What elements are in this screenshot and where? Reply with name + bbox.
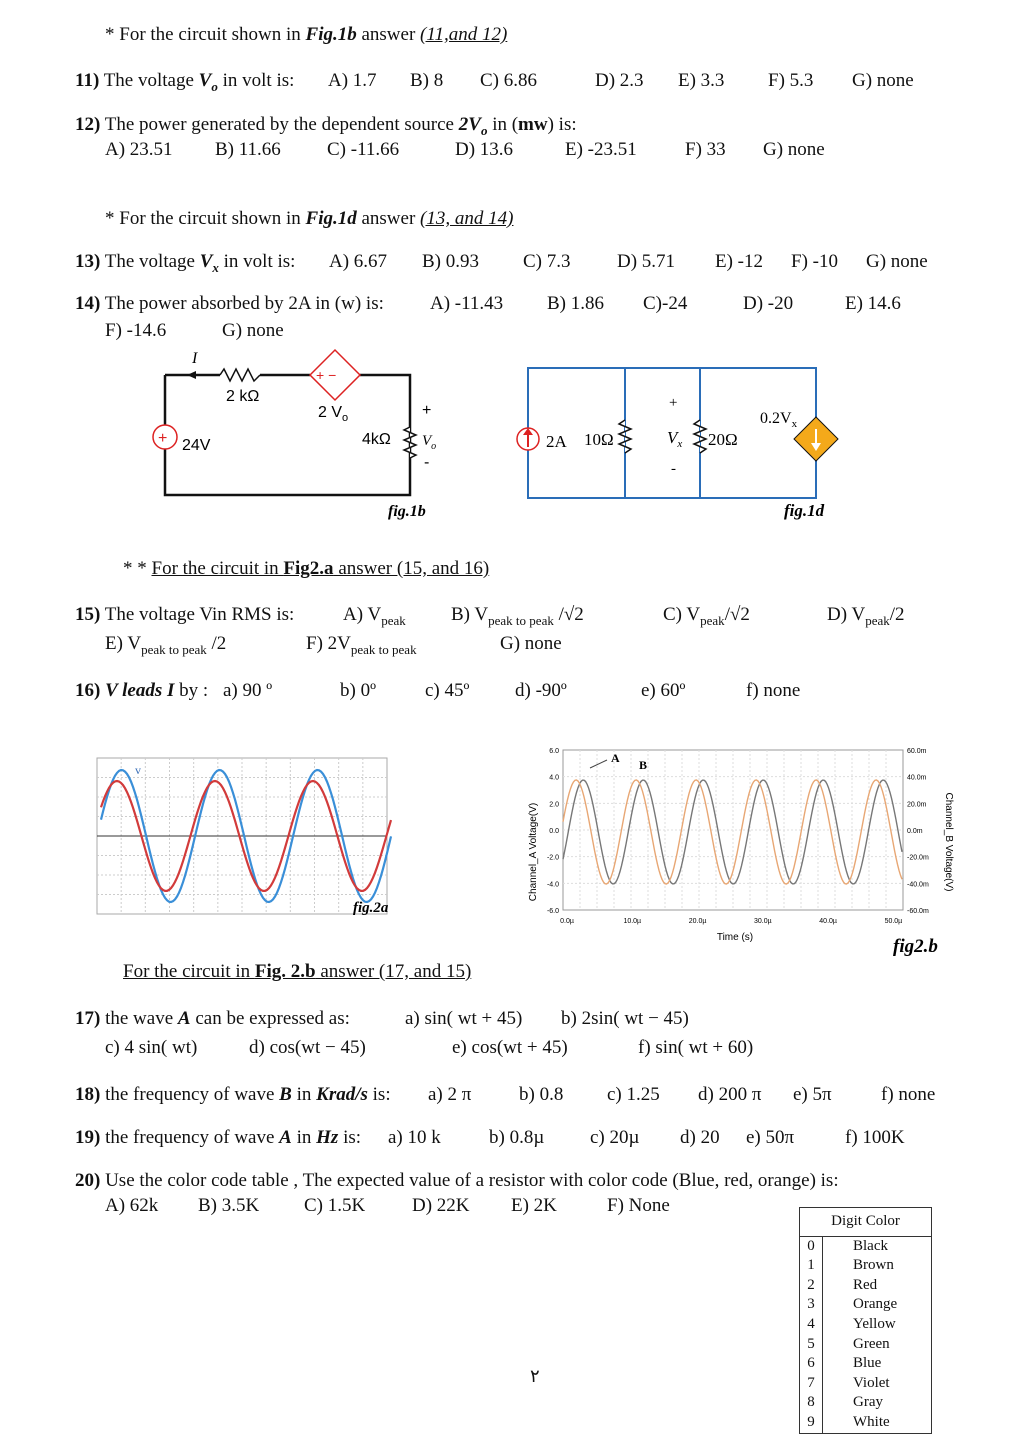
vo-minus: - xyxy=(424,454,430,471)
option[interactable]: b) 0º xyxy=(340,680,376,701)
option[interactable]: F) -14.6 xyxy=(105,320,167,341)
option[interactable]: d) cos(wt − 45) xyxy=(249,1037,366,1058)
question-18 xyxy=(75,1084,975,1108)
right-axis-tick: 20.0m xyxy=(907,801,927,809)
digit-cell: 3 xyxy=(800,1295,823,1315)
option[interactable]: f) none xyxy=(881,1084,936,1105)
x-axis-tick: 50.0µ xyxy=(884,918,903,925)
option[interactable]: D) -20 xyxy=(743,293,794,314)
option[interactable]: A) $V_{peak}$ xyxy=(343,604,406,628)
left-axis-tick: -6.0 xyxy=(546,908,559,915)
digit-cell: 8 xyxy=(800,1393,823,1413)
current-label: I xyxy=(192,350,198,367)
left-axis-tick: 6.0 xyxy=(549,748,559,755)
table-row xyxy=(800,1354,932,1374)
option[interactable]: e) 5π xyxy=(793,1084,832,1105)
question-14 xyxy=(75,293,975,343)
left-axis-tick: -2.0 xyxy=(546,854,559,862)
question-range: (11,and 12) xyxy=(420,24,508,45)
v-label: v xyxy=(135,763,141,777)
right-axis-tick: -20.0m xyxy=(907,854,929,862)
digit-cell: 1 xyxy=(800,1256,823,1276)
digit-cell: 0 xyxy=(800,1236,823,1256)
option[interactable]: G) none xyxy=(866,251,928,272)
question-19 xyxy=(75,1127,975,1151)
option[interactable]: B) 0.93 xyxy=(422,251,479,272)
x-axis-tick: 30.0µ xyxy=(754,918,772,925)
x-axis-tick: 20.0µ xyxy=(688,918,707,925)
circuit-fig-1b xyxy=(130,345,460,525)
heading-text: answer xyxy=(356,24,421,45)
grid xyxy=(563,750,903,910)
vx-plus: + xyxy=(669,395,678,411)
option[interactable]: e) cos(wt + 45) xyxy=(452,1037,568,1058)
x-axis-tick: 10.0µ xyxy=(623,918,642,925)
option[interactable]: a) sin( wt + 45) xyxy=(405,1008,523,1029)
option[interactable]: A) -11.43 xyxy=(430,293,504,314)
option[interactable]: G) none xyxy=(763,139,825,160)
vx-minus: - xyxy=(671,461,676,477)
wave-b-label: B xyxy=(639,758,648,772)
section-heading-fig2a xyxy=(123,558,489,580)
option[interactable]: D) 2.3 xyxy=(595,70,644,91)
left-axis-tick: -4.0 xyxy=(546,881,559,889)
option[interactable]: d) 20 xyxy=(680,1127,720,1148)
option[interactable]: E) $V_{peak to peak}$ /2 xyxy=(105,633,227,657)
question-stem: 12) The power generated by the dependent source $2V_o$ in (mw) is: xyxy=(75,114,577,138)
question-15 xyxy=(75,604,975,656)
heading-star: * * xyxy=(123,558,152,579)
question-12 xyxy=(75,114,975,164)
wave-a-label: A xyxy=(611,751,620,765)
color-cell: Yellow xyxy=(823,1315,932,1335)
dep-source-label: 2 $V_o$ xyxy=(318,404,349,424)
right-axis-tick: -60.0m xyxy=(907,908,929,915)
option[interactable]: e) 50π xyxy=(746,1127,795,1148)
option[interactable]: G) none xyxy=(500,633,562,654)
source-sign: + xyxy=(158,430,168,447)
option[interactable]: b) 0.8 xyxy=(519,1084,564,1105)
option[interactable]: F) 33 xyxy=(685,139,726,160)
color-code-table xyxy=(799,1207,932,1434)
option[interactable]: a) 10 k xyxy=(388,1127,441,1148)
table-row xyxy=(800,1393,932,1413)
option[interactable]: F) -10 xyxy=(791,251,838,272)
option[interactable]: c) 20µ xyxy=(590,1127,640,1148)
circuit-fig-1d xyxy=(510,355,850,530)
option[interactable]: C) $V_{peak}/√2$ xyxy=(663,604,750,628)
heading-text: answer (17, and 15) xyxy=(315,961,472,982)
section-heading-fig1b xyxy=(105,24,507,46)
heading-text: answer xyxy=(356,208,421,229)
option[interactable]: E) 3.3 xyxy=(678,70,725,91)
question-stem: 16) V leads I by : xyxy=(75,680,209,701)
option[interactable]: C)-24 xyxy=(643,293,688,314)
waveform-fig-2a xyxy=(95,752,455,917)
figure-ref: Fig. 2.b xyxy=(254,961,316,982)
right-axis-tick: 0.0m xyxy=(907,828,923,835)
heading-text: For the circuit in xyxy=(123,961,255,982)
color-cell: Red xyxy=(823,1276,932,1296)
x-axis-label: Time (s) xyxy=(716,932,754,943)
table-row xyxy=(800,1295,932,1315)
option[interactable]: D) 5.71 xyxy=(617,251,676,272)
question-13 xyxy=(75,251,975,275)
option[interactable]: a) 90 º xyxy=(223,680,273,701)
figure-ref: Fig.1b xyxy=(305,24,357,45)
resistor-20-icon xyxy=(694,420,706,453)
option[interactable]: C) 1.5K xyxy=(304,1195,366,1216)
table-row xyxy=(800,1276,932,1296)
option[interactable]: E) -12 xyxy=(715,251,764,272)
section-heading-fig1d xyxy=(105,208,513,230)
color-cell: Green xyxy=(823,1335,932,1355)
question-16 xyxy=(75,680,975,704)
option[interactable]: C) 7.3 xyxy=(523,251,571,272)
option[interactable]: A) 62k xyxy=(105,1195,159,1216)
resistor-2k-icon xyxy=(220,369,260,381)
option[interactable]: d) 200 π xyxy=(698,1084,762,1105)
option[interactable]: E) 2K xyxy=(511,1195,557,1216)
color-cell: Gray xyxy=(823,1393,932,1413)
option[interactable]: b) 0.8µ xyxy=(489,1127,545,1148)
figure-ref: Fig2.a xyxy=(283,558,334,579)
option[interactable]: A) 23.51 xyxy=(105,139,173,160)
option[interactable]: E) -23.51 xyxy=(565,139,637,160)
question-17 xyxy=(75,1008,975,1060)
option[interactable]: C) 6.86 xyxy=(480,70,537,91)
color-cell: White xyxy=(823,1413,932,1433)
option[interactable]: B) 1.86 xyxy=(547,293,604,314)
option[interactable]: D) 13.6 xyxy=(455,139,514,160)
resistor-4k-icon xyxy=(404,427,416,458)
option[interactable]: d) -90º xyxy=(515,680,567,701)
vx-label: $V_x$ xyxy=(667,428,683,450)
current-arrow-icon xyxy=(187,371,196,379)
option[interactable]: C) -11.66 xyxy=(327,139,400,160)
left-axis-label: Channel_A Voltage(V) xyxy=(528,802,539,902)
table-row xyxy=(800,1236,932,1256)
resistor-10-icon xyxy=(619,420,631,453)
heading-text: For the circuit in xyxy=(151,558,284,579)
vo-label: $V_o$ xyxy=(422,433,437,452)
question-stem: 17) the wave A can be expressed as: xyxy=(75,1008,350,1029)
option[interactable]: F) $2V_{peak to peak}$ xyxy=(306,633,417,657)
question-11 xyxy=(75,70,975,94)
heading-star: * xyxy=(105,208,120,229)
question-stem: 15) The voltage Vin RMS is: xyxy=(75,604,295,625)
left-axis-tick: 0.0 xyxy=(549,828,559,835)
table-row xyxy=(800,1335,932,1355)
option[interactable]: f) 100K xyxy=(845,1127,905,1148)
heading-star: * xyxy=(105,24,120,45)
option[interactable]: B) 11.66 xyxy=(215,139,281,160)
option[interactable]: c) 4 sin( wt) xyxy=(105,1037,198,1058)
option[interactable]: A) 6.67 xyxy=(329,251,388,272)
resistor-20-label: 20Ω xyxy=(708,430,738,449)
resistor-4k-label: 4kΩ xyxy=(362,431,391,448)
table-row xyxy=(800,1315,932,1335)
option[interactable]: e) 60º xyxy=(641,680,686,701)
right-axis-tick: -40.0m xyxy=(907,881,929,889)
right-axis-tick: 60.0m xyxy=(907,748,927,755)
option[interactable]: B) $V_{peak to peak}$ /√2 xyxy=(451,604,584,628)
section-heading-fig2b xyxy=(123,961,471,983)
digit-cell: 6 xyxy=(800,1354,823,1374)
digit-cell: 7 xyxy=(800,1374,823,1394)
resistor-2k-label: 2 kΩ xyxy=(226,388,260,405)
heading-text: For the circuit shown in xyxy=(119,208,306,229)
option[interactable]: F) 5.3 xyxy=(768,70,814,91)
option[interactable]: A) 1.7 xyxy=(328,70,377,91)
figure-caption: fig2.b xyxy=(893,936,938,957)
table-row xyxy=(800,1374,932,1394)
digit-cell: 9 xyxy=(800,1413,823,1433)
option[interactable]: B) 8 xyxy=(410,70,444,91)
x-axis-tick: 40.0µ xyxy=(819,918,837,925)
right-axis-label: Channel_B Voltage(V) xyxy=(943,792,954,892)
question-stem: 20) Use the color code table , The expected value of a resistor with color code (Blue, red, orange) is: xyxy=(75,1170,839,1191)
option[interactable]: D) 22K xyxy=(412,1195,470,1216)
question-stem: 13) The voltage $V_x$ in volt is: xyxy=(75,251,296,275)
chart-fig-2b xyxy=(525,742,957,960)
color-cell: Violet xyxy=(823,1374,932,1394)
color-cell: Brown xyxy=(823,1256,932,1276)
dep-source-polarity: + − xyxy=(316,367,337,383)
digit-cell: 2 xyxy=(800,1276,823,1296)
question-range: (13, and 14) xyxy=(420,208,514,229)
option[interactable]: c) 45º xyxy=(425,680,470,701)
figure-ref: Fig.1d xyxy=(305,208,357,229)
left-axis-tick: 2.0 xyxy=(549,801,559,809)
option[interactable]: a) 2 π xyxy=(428,1084,472,1105)
dep-source-label: $0.2V_x$ xyxy=(760,410,798,430)
table-row xyxy=(800,1413,932,1433)
digit-cell: 5 xyxy=(800,1335,823,1355)
question-stem: 11) The voltage $V_o$ in volt is: xyxy=(75,70,295,94)
option[interactable]: G) none xyxy=(222,320,284,341)
right-axis-tick: 40.0m xyxy=(907,774,927,782)
resistor-10-label: 10Ω xyxy=(584,430,614,449)
option[interactable]: B) 3.5K xyxy=(198,1195,260,1216)
color-cell: Black xyxy=(823,1236,932,1256)
table-header: Digit Color xyxy=(800,1208,932,1237)
source-24v-label: 24V xyxy=(182,437,211,454)
color-cell: Orange xyxy=(823,1295,932,1315)
question-stem: 14) The power absorbed by 2A in (w) is: xyxy=(75,293,384,314)
option[interactable]: G) none xyxy=(852,70,914,91)
digit-cell: 4 xyxy=(800,1315,823,1335)
source-2a-label: 2A xyxy=(546,432,567,451)
option[interactable]: c) 1.25 xyxy=(607,1084,660,1105)
option[interactable]: f) sin( wt + 60) xyxy=(638,1037,754,1058)
figure-caption: fig.1b xyxy=(388,503,426,520)
option[interactable]: E) 14.6 xyxy=(845,293,901,314)
x-axis-tick: 0.0µ xyxy=(560,918,574,925)
page-number: ٢ xyxy=(530,1366,540,1386)
table-row xyxy=(800,1256,932,1276)
question-stem: 19) the frequency of wave A in Hz is: xyxy=(75,1127,362,1148)
vo-plus: + xyxy=(422,402,432,419)
heading-text: answer (15, and 16) xyxy=(333,558,490,579)
color-cell: Blue xyxy=(823,1354,932,1374)
figure-caption: fig.1d xyxy=(784,501,825,520)
option[interactable]: f) none xyxy=(746,680,801,701)
left-axis-tick: 4.0 xyxy=(549,774,559,782)
question-stem: 18) the frequency of wave B in Krad/s is: xyxy=(75,1084,391,1105)
option[interactable]: b) 2sin( wt − 45) xyxy=(561,1008,689,1029)
figure-caption: fig.2a xyxy=(353,900,389,916)
heading-text: For the circuit shown in xyxy=(119,24,306,45)
option[interactable]: D) $V_{peak}/2$ xyxy=(827,604,905,628)
option[interactable]: F) None xyxy=(607,1195,670,1216)
